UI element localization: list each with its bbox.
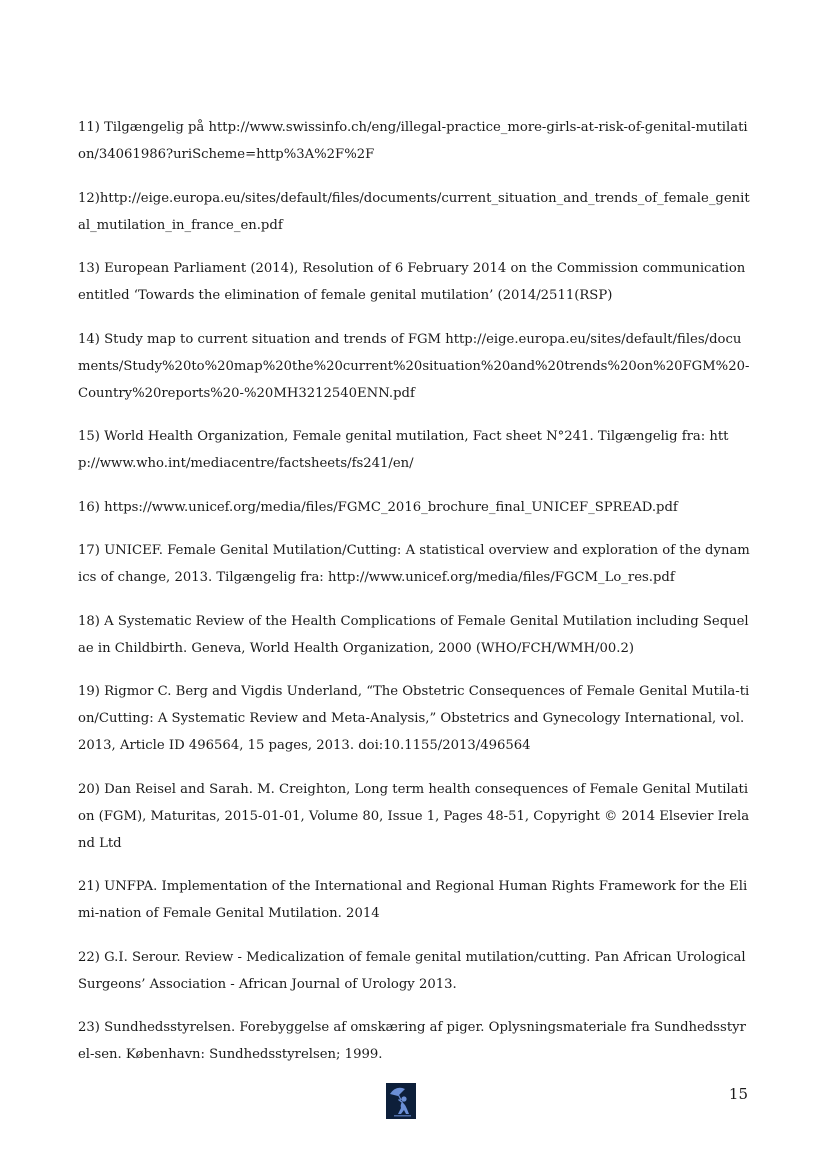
reference-item-22: 22) G.I. Serour. Review - Medicalization of female genital mutilation/cutting. Pan African Urological Surgeons’ Association - African Journal of Urology 2013. [78, 949, 746, 992]
umbrella-figure-logo-icon [386, 1083, 416, 1119]
page-number: 15 [728, 1085, 748, 1103]
reference-item-15: 15) World Health Organization, Female genital mutilation, Fact sheet N°241. Tilgængelig fra: http://www.who.int/mediacentre/factsheets/fs241/en/ [78, 429, 729, 471]
reference-item-18: 18) A Systematic Review of the Health Complications of Female Genital Mutilation including Sequelae in Childbirth. Geneva, World Health Organization, 2000 (WHO/FCH/WMH/00.2) [78, 613, 749, 656]
reference-item-19: 19) Rigmor C. Berg and Vigdis Underland, “The Obstetric Consequences of Female Genital Mutila-tion/Cutting: A Systematic Review and Meta-Analysis,” Obstetrics and Gynecology International, vol. 2013, Article ID 496564, 15 pages, 2013. doi:10.1155/2013/496564 [78, 684, 750, 753]
reference-list [78, 114, 750, 1085]
reference-item-23: 23) Sundhedsstyrelsen. Forebyggelse af omskæring af piger. Oplysningsmateriale fra Sundhedsstyrel-sen. København: Sundhedsstyrelsen; 1999. [78, 1020, 746, 1062]
reference-item-16: 16) https://www.unicef.org/media/files/FGMC_2016_brochure_final_UNICEF_SPREAD.pdf [78, 499, 678, 515]
reference-item-12: 12)http://eige.europa.eu/sites/default/files/documents/current_situation_and_trends_of_female_genital_mutilation_in_france_en.pdf [78, 190, 750, 233]
reference-item-17: 17) UNICEF. Female Genital Mutilation/Cutting: A statistical overview and exploration of the dynamics of change, 2013. Tilgængelig fra: http://www.unicef.org/media/files/FGCM_Lo_res.pdf [78, 543, 750, 585]
reference-item-11: 11) Tilgængelig på http://www.swissinfo.ch/eng/illegal-practice_more-girls-at-risk-of-genital-mutilation/34061986?uriScheme=http%3A%2F%2F [78, 120, 748, 162]
reference-item-13: 13) European Parliament (2014), Resolution of 6 February 2014 on the Commission communication entitled ‘Towards the elimination of female genital mutilation’ (2014/2511(RSP) [78, 261, 746, 303]
reference-item-14: 14) Study map to current situation and trends of FGM http://eige.europa.eu/sites/default/files/documents/Study%20to%20map%20the%20current%20situation%20and%20trends%20on%20FGM%20-Country%20reports%20-%20MH3212540ENN.pdf [78, 331, 750, 401]
reference-item-21: 21) UNFPA. Implementation of the International and Regional Human Rights Framework for the Elimi-nation of Female Genital Mutilation. 2014 [78, 879, 748, 921]
reference-item-20: 20) Dan Reisel and Sarah. M. Creighton, Long term health consequences of Female Genital Mutilation (FGM), Maturitas, 2015-01-01, Volume 80, Issue 1, Pages 48-51, Copyright © 2014 Elsevier Ireland Ltd [78, 781, 750, 851]
